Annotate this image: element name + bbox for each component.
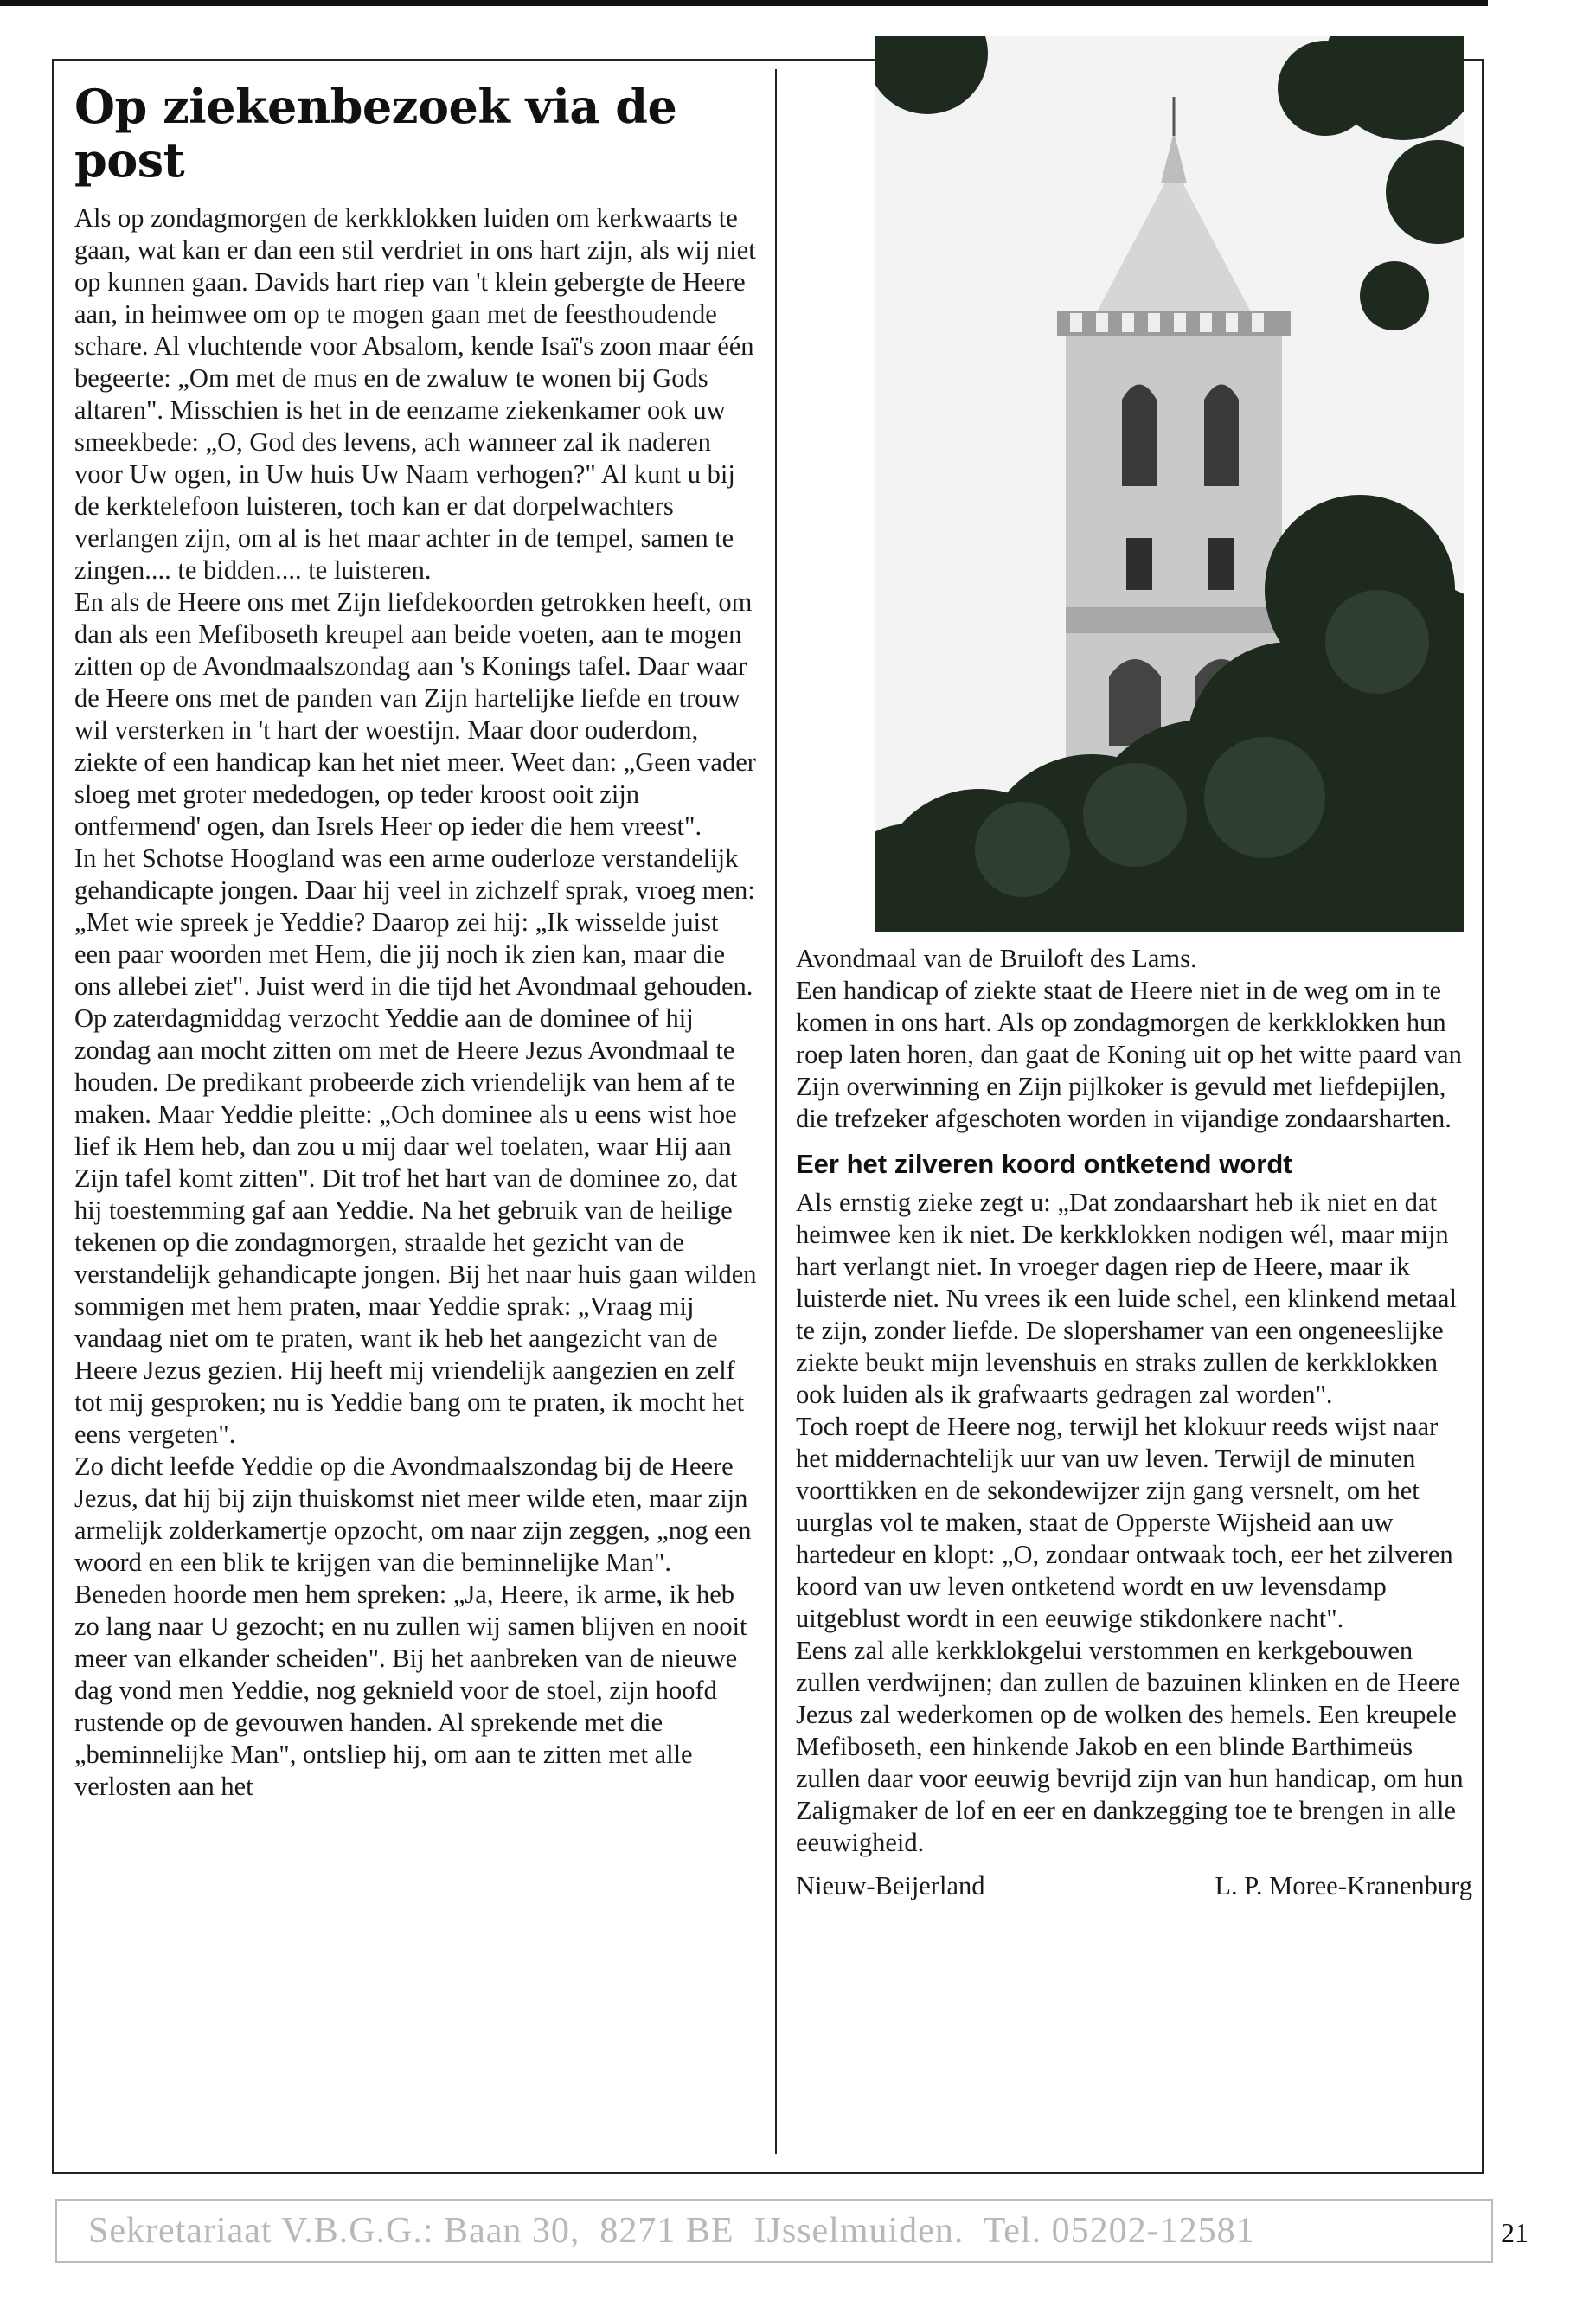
church-tower-photo	[875, 36, 1464, 932]
paragraph: Eens zal alle kerkklokgelui verstommen en kerkgebouwen zullen verdwijnen; dan zullen de bazuinen klinken en de Heere Jezus zal wederkomen op de wolken des hemels. Een kreupele Mefiboseth, een hinkende Jakob en een blinde Barthimeüs zullen daar voor eeuwig bevrijd zijn van hun handicap, om hun Zaligmaker de lof en eer en dankzegging toe te brengen in alle eeuwigheid.	[796, 1636, 1464, 1857]
subheading: Eer het zilveren koord ontketend wordt	[796, 1149, 1292, 1179]
paragraph: Een handicap of ziekte staat de Heere niet in de weg om in te komen in ons hart. Als op zondagmorgen de kerkklokken hun roep laten horen, dan gaat de Koning uit op het witte paard van Zijn overwinning en Zijn pijlkoker is gevuld met liefdepijlen, die trefzeker afgeschoten worden in vijandige zondaarsharten.	[796, 976, 1462, 1133]
paragraph: Toch roept de Heere nog, terwijl het klokuur reeds wijst naar het middernachtelijk uur van uw leven. Terwijl de minuten voorttikken en de sekondewijzer zijn gang versnelt, om het uurglas vol te maken, staat de Opperste Wijsheid aan uw hartedeur en klopt: „O, zondaar ontwaak toch, eer het zilveren koord van uw leven ontketend wordt en uw levensdamp uitgeblust wordt in een eeuwige stikdonkere nacht".	[796, 1412, 1453, 1633]
place: Nieuw-Beijerland	[796, 1871, 985, 1900]
author: L. P. Moree-Kranenburg	[1215, 1871, 1472, 1900]
right-column	[796, 943, 1472, 1901]
article-title: Op ziekenbezoek via de post	[74, 79, 677, 189]
top-rule	[0, 0, 1488, 6]
paragraph: Als op zondagmorgen de kerkklokken luiden om kerkwaarts te gaan, wat kan er dan een stil verdriet in ons hart zijn, als wij niet op kunnen gaan. Davids hart riep van 't klein gebergte de Heere aan, in heimwee om op te mogen gaan met de feesthoudende schare. Al vluchtende voor Absalom, kende Isaï's zoon maar één begeerte: „Om met de mus en de zwaluw te wonen bij Gods altaren". Misschien is het in de eenzame ziekenkamer ook uw smeekbede: „O, God des levens, ach wanneer zal ik naderen voor Uw ogen, in Uw huis Uw Naam verhogen?" Al kunt u bij de kerktelefoon luisteren, toch kan er dat dorpelwachters verlangen zijn, om al is het maar achter in de tempel, samen te zingen.... te bidden.... te luisteren.	[74, 203, 756, 586]
paragraph: Zo dicht leefde Yeddie op die Avondmaalszondag bij de Heere Jezus, dat hij bij zijn thuiskomst niet meer wilde eten, maar zijn armelijk zolderkamertje opzocht, om naar zijn zeggen, „nog een woord en een blik te krijgen van die beminnelijke Man". Beneden hoorde men hem spreken: „Ja, Heere, ik arme, ik heb zo lang naar U gezocht; en nu zullen wij samen blijven en nooit meer van elkander scheiden". Bij het aanbreken van de nieuwe dag vond men Yeddie, nog geknield voor de stoel, zijn hoofd rustende op de gevouwen handen. Al sprekende met die „beminnelijke Man", ontsliep hij, om aan te zitten met alle verlosten aan het	[74, 1452, 752, 1802]
paragraph: En als de Heere ons met Zijn liefdekoorden getrokken heeft, om dan als een Mefiboseth kreupel aan beide voeten, aan te mogen zitten op de Avondmaalszondag aan 's Konings tafel. Daar waar de Heere ons met de panden van Zijn hartelijke liefde en trouw wil versterken in 't hart der woestijn. Maar door ouderdom, ziekte of een handicap kan het niet meer. Weet dan: „Geen vader sloeg met groter mededogen, op teder kroost ooit zijn ontfermend' ogen, dan Isrels Heer op ieder die hem vreest".	[74, 587, 756, 842]
signature	[796, 1871, 1472, 1901]
church-tower-icon	[875, 36, 1464, 932]
column-divider	[775, 69, 777, 2154]
left-column	[74, 80, 760, 1803]
paragraph: Als ernstig zieke zegt u: „Dat zondaarshart heb ik niet en dat heimwee ken ik niet. De kerkklokken nodigen wél, maar mijn hart verlangt niet. In vroeger dagen riep de Heere, maar ik luisterde niet. Nu vrees ik een luide schel, een klinkend metaal te zijn, zonder liefde. De slopershamer van een ongeneeslijke ziekte beukt mijn levenshuis en straks zullen de kerkklokken ook luiden als ik grafwaarts gedragen zal worden".	[796, 1188, 1457, 1409]
footer-secretariat: Sekretariaat V.B.G.G.: Baan 30, 8271 BE IJsselmuiden. Tel. 05202-12581	[55, 2199, 1493, 2263]
paragraph: In het Schotse Hoogland was een arme ouderloze verstandelijk gehandicapte jongen. Daar hij veel in zichzelf sprak, vroeg men: „Met wie spreek je Yeddie? Daarop zei hij: „Ik wisselde juist een paar woorden met Hem, die jij noch ik zien kan, maar die ons allebei ziet". Juist werd in die tijd het Avondmaal gehouden. Op zaterdagmiddag verzocht Yeddie aan de dominee of hij zondag aan mocht zitten om met de Heere Jezus Avondmaal te houden. De predikant probeerde zich vriendelijk van hem af te maken. Maar Yeddie pleitte: „Och dominee als u eens wist hoe lief ik Hem heb, dan zou u mij daar wel toelaten, waar Hij aan Zijn tafel komt zitten". Dit trof het hart van de dominee zo, dat hij toestemming gaf aan Yeddie. Na het gebruik van de heilige tekenen op die zondagmorgen, straalde het gezicht van de verstandelijk gehandicapte jongen. Bij het naar huis gaan wilden sommigen met hem praten, maar Yeddie sprak: „Vraag mij vandaag niet om te praten, want ik heb het aangezicht van de Heere Jezus gezien. Hij heeft mij vriendelijk aangezien en zelf tot mij gesproken; nu is Yeddie bang om te praten, ik mocht het eens vergeten".	[74, 843, 757, 1450]
paragraph: Avondmaal van de Bruiloft des Lams.	[796, 944, 1197, 973]
page-number: 21	[1501, 2217, 1529, 2248]
